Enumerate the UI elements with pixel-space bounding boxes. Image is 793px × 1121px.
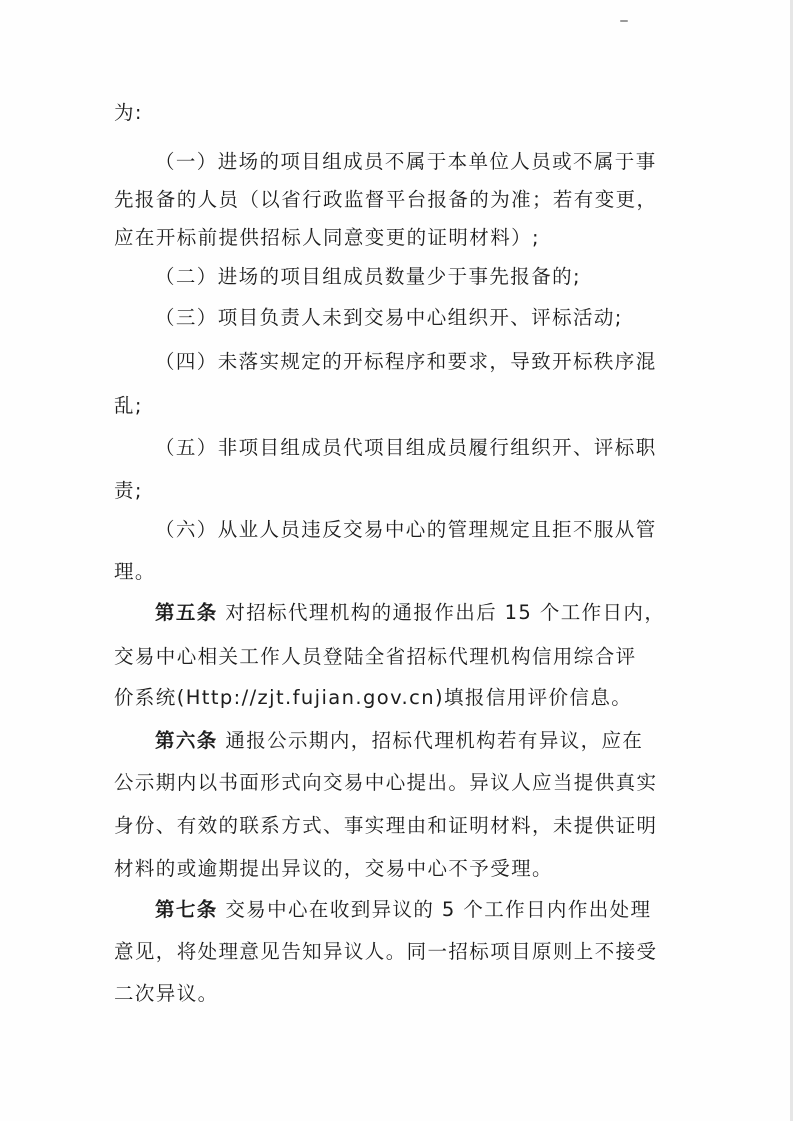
article-7-line-1	[155, 898, 715, 922]
article-7-line-2: 意见，将处理意见告知异议人。同一招标项目原则上不接受	[114, 940, 658, 963]
list-item-1-line-3: 应在开标前提供招标人同意变更的证明材料）;	[114, 226, 540, 249]
article-5-line-2: 交易中心相关工作人员登陆全省招标代理机构信用综合评	[114, 645, 637, 668]
text-line: 为:	[114, 101, 143, 124]
list-item-5-line-1: （五）非项目组成员代项目组成员履行组织开、评标职	[155, 436, 657, 459]
article-5-line-3: 价系统(Http://zjt.fujian.gov.cn)填报信用评价信息。	[114, 686, 633, 709]
list-item-1-line-1: （一）进场的项目组成员不属于本单位人员或不属于事	[155, 150, 657, 173]
list-item-4-line-2: 乱;	[114, 394, 143, 417]
list-item-4-line-1: （四）未落实规定的开标程序和要求，导致开标秩序混	[155, 350, 657, 373]
list-item-5-line-2: 责;	[114, 479, 143, 502]
article-6-line-2: 公示期内以书面形式向交易中心提出。异议人应当提供真实	[114, 771, 658, 794]
article-6-text: 通报公示期内，招标代理机构若有异议，应在	[225, 729, 644, 752]
list-item-6-line-2: 理。	[114, 560, 156, 583]
article-6-line-3: 身份、有效的联系方式、事实理由和证明材料，未提供证明	[114, 814, 658, 837]
article-7-text: 交易中心在收到异议的 5 个工作日内作出处理	[225, 898, 652, 921]
article-5-text: 对招标代理机构的通报作出后 15 个工作日内，	[225, 601, 666, 624]
article-5-line-1	[155, 601, 715, 625]
list-item-1-line-2: 先报备的人员（以省行政监督平台报备的为准；若有变更，	[114, 188, 658, 211]
list-item-6-line-1: （六）从业人员违反交易中心的管理规定且拒不服从管	[155, 518, 657, 541]
article-6-line-1	[155, 729, 715, 753]
article-7-line-3: 二次异议。	[114, 982, 219, 1005]
article-5-label: 第五条	[155, 601, 218, 624]
article-7-label: 第七条	[155, 898, 218, 921]
list-item-3: （三）项目负责人未到交易中心组织开、评标活动;	[155, 306, 623, 329]
article-6-label: 第六条	[155, 729, 218, 752]
list-item-2: （二）进场的项目组成员数量少于事先报备的;	[155, 265, 581, 288]
article-6-line-4: 材料的或逾期提出异议的，交易中心不予受理。	[114, 857, 553, 880]
